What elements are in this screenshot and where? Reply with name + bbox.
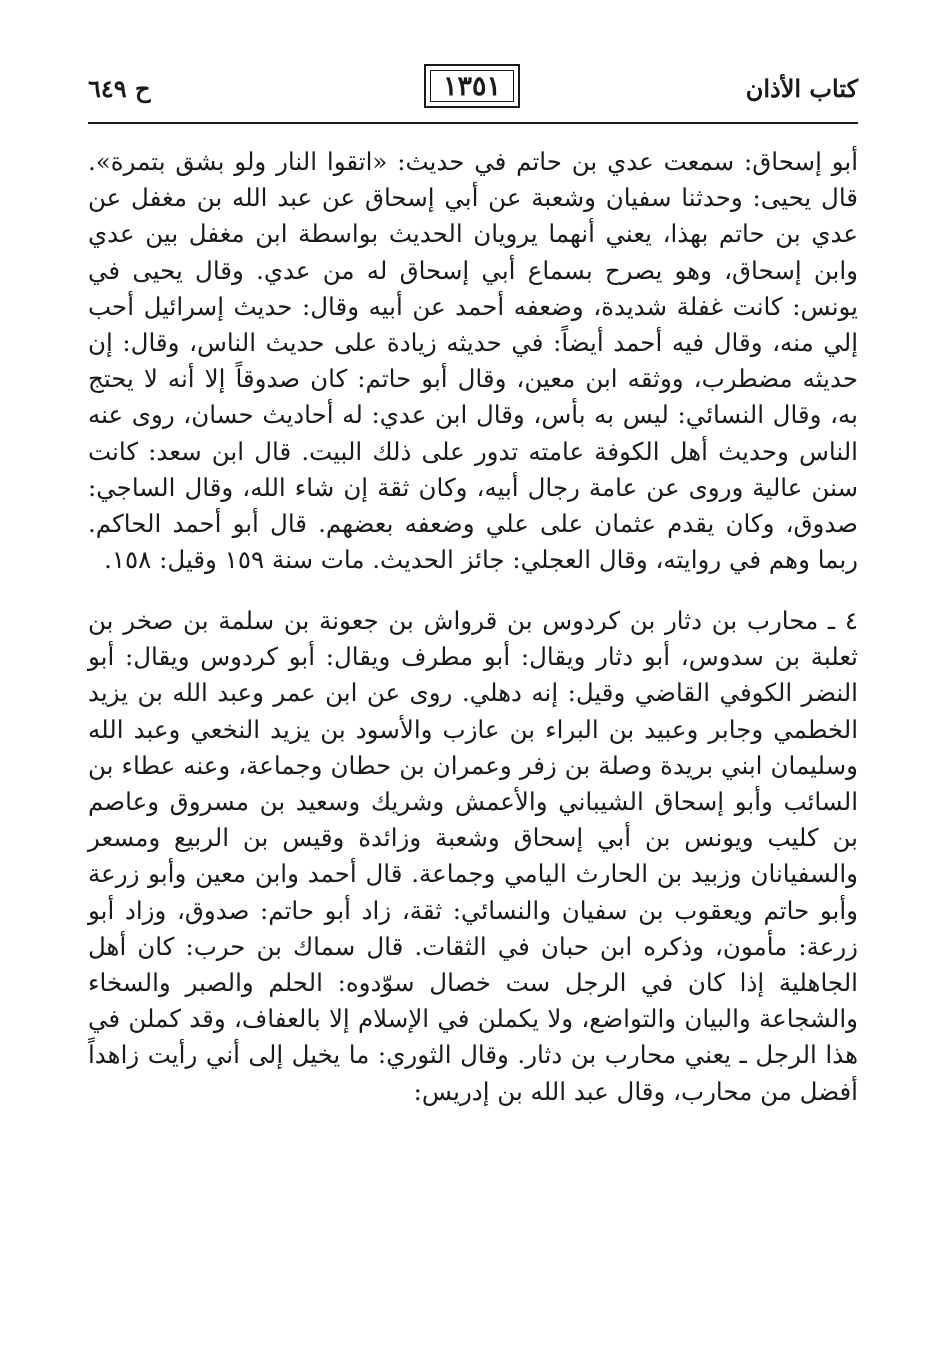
hadith-range: ح ٦٤٩	[88, 74, 151, 103]
paragraph-continuation: أبو إسحاق: سمعت عدي بن حاتم في حديث: «اتقوا النار ولو بشق بتمرة». قال يحيى: وحدثنا سفيان وشعبة عن أبي إسحاق عن عبد الله بن مغفل عن عدي بن حاتم بهذا، يعني أنهما يرويان الحديث بواسطة ابن مغفل بين عدي وابن إسحاق، وهو يصرح بسماع أبي إسحاق له من عدي. وقال يحيى في يونس: كانت غفلة شديدة، وضعفه أحمد عن أبيه وقال: حديث إسرائيل أحب إلي منه، وقال فيه أحمد أيضاً: في حديثه زيادة على حديث الناس، وقال: إن حديثه مضطرب، ووثقه ابن معين، وقال أبو حاتم: كان صدوقاً إلا أنه لا يحتج به، وقال النسائي: ليس به بأس، وقال ابن عدي: له أحاديث حسان، روى عنه الناس وحديث أهل الكوفة عامته تدور على ذلك البيت. قال ابن سعد: كانت سنن عالية وروى عن عامة رجال أبيه، وكان ثقة إن شاء الله، وقال الساجي: صدوق، وكان يقدم عثمان على علي وضعفه بعضهم. قال أبو أحمد الحاكم. ربما وهم في روايته، وقال العجلي: جائز الحديث. مات سنة ١٥٩ وقيل: ١٥٨.	[88, 147, 858, 575]
header-rule	[88, 122, 858, 124]
page-header	[88, 58, 858, 116]
book-title: كتاب الأذان	[745, 74, 858, 103]
book-page	[88, 58, 858, 1134]
page-number: ١٣٥١	[443, 70, 502, 102]
page-number-frame	[424, 64, 520, 108]
paragraph-narrator-entry: ٤ ـ محارب بن دثار بن كردوس بن قرواش بن جعونة بن سلمة بن صخر بن ثعلبة بن سدوس، أبو دثار ويقال: أبو مطرف ويقال: أبو كردوس ويقال: أبو النضر الكوفي القاضي وقيل: إنه دهلي. روى عن ابن عمر وعبد الله بن يزيد الخطمي وجابر وعبيد بن البراء بن عازب والأسود بن يزيد النخعي وعبد الله وسليمان ابني بريدة وصلة بن زفر وعمران بن حطان وجماعة، وعنه عطاء بن السائب وأبو إسحاق الشيباني والأعمش وشريك وسعيد بن مسروق وعاصم بن كليب ويونس بن أبي إسحاق وشعبة وزائدة وقيس بن الربيع ومسعر والسفيانان وزبيد بن الحارث اليامي وجماعة. قال أحمد وابن معين وأبو زرعة وأبو حاتم ويعقوب بن سفيان والنسائي: ثقة، زاد أبو حاتم: صدوق، وزاد أبو زرعة: مأمون، وذكره ابن حبان في الثقات. قال سماك بن حرب: كان أهل الجاهلية إذا كان في الرجل ست خصال سوّدوه: الحلم والصبر والسخاء والشجاعة والبيان والتواضع، ولا يكملن في الإسلام إلا بالعفاف، وقد كملن في هذا الرجل ـ يعني محارب بن دثار. وقال الثوري: ما يخيل إلى أني رأيت زاهداً أفضل من محارب، وقال عبد الله بن إدريس:	[88, 605, 858, 1106]
